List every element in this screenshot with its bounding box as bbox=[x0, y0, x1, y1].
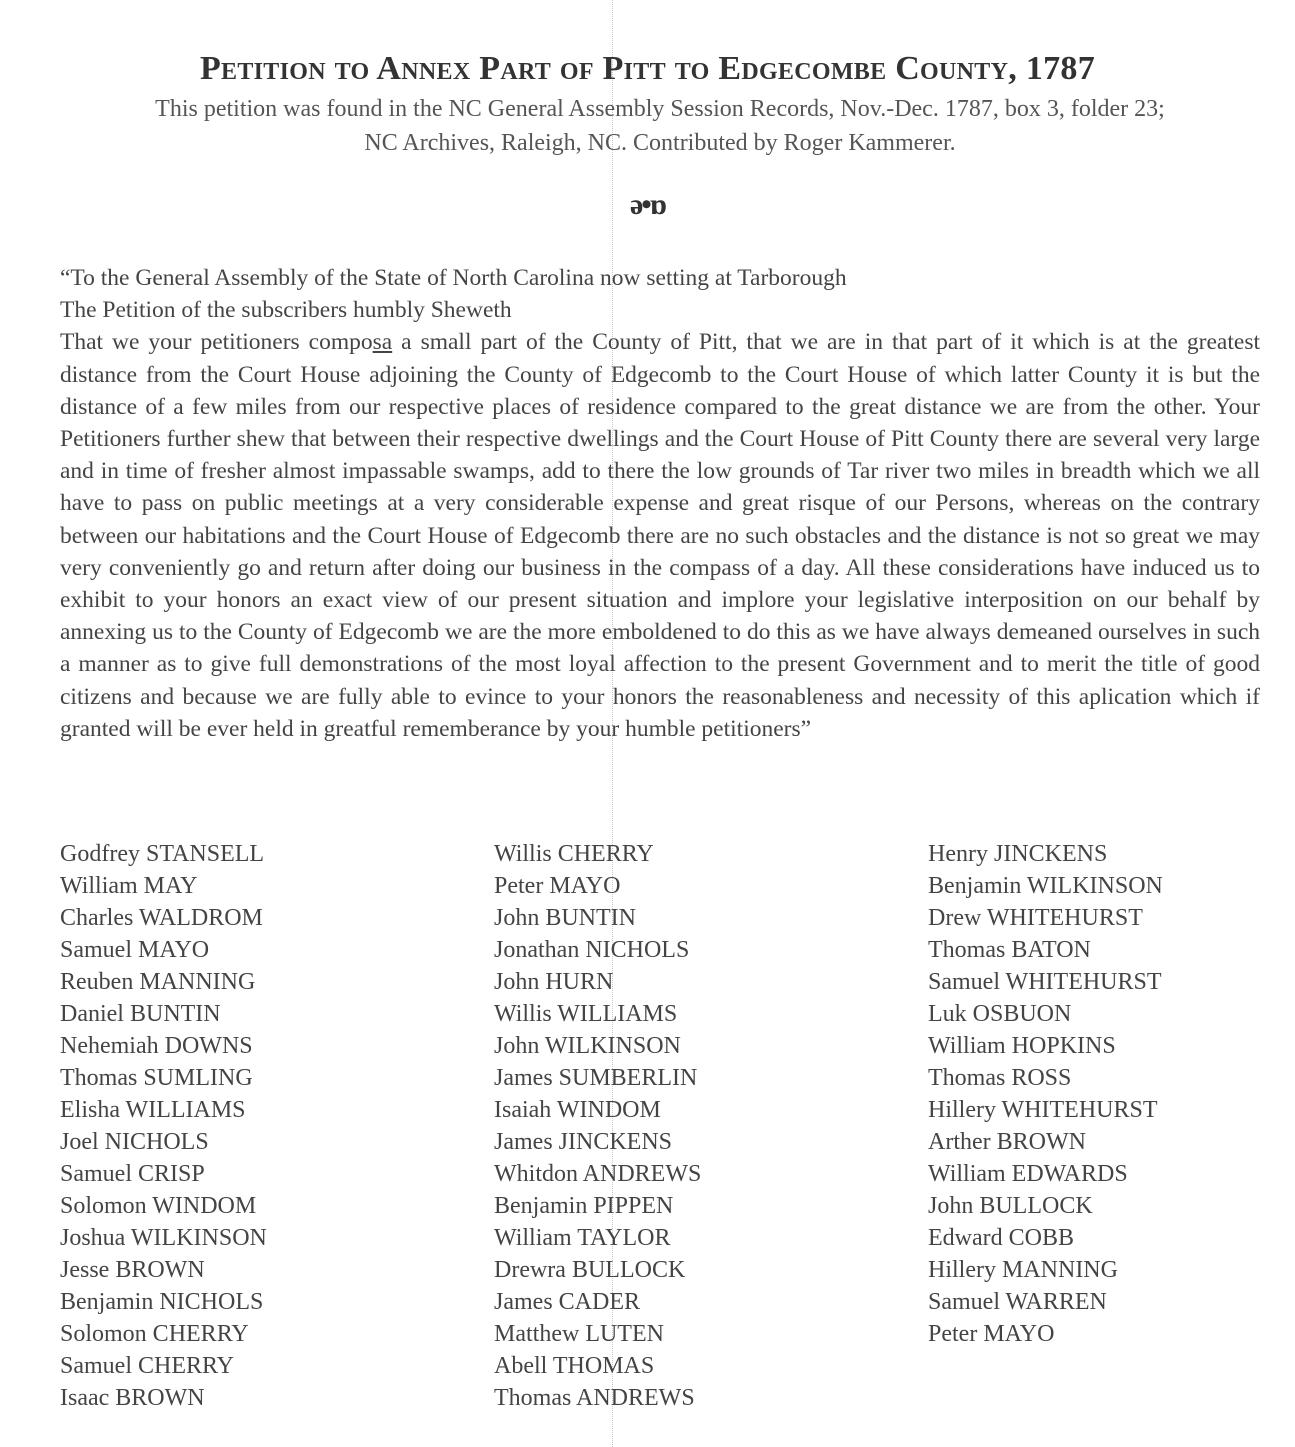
document-title: Petition to Annex Part of Pitt to Edgecombe County, 1787 bbox=[199, 50, 1096, 87]
signer-name: Samuel CRISP bbox=[60, 1161, 205, 1187]
signer-name: Isaac BROWN bbox=[60, 1385, 205, 1411]
signer-name: Joshua WILKINSON bbox=[60, 1225, 267, 1251]
signer-name: John WILKINSON bbox=[494, 1033, 681, 1059]
signer-name: Luk OSBUON bbox=[928, 1001, 1072, 1027]
signer-name: Solomon WINDOM bbox=[60, 1193, 257, 1219]
signer-name: Hillery WHITEHURST bbox=[928, 1097, 1158, 1123]
signer-name: Benjamin NICHOLS bbox=[60, 1289, 264, 1315]
source-note-line-2: NC Archives, Raleigh, NC. Contributed by Roger Kammerer. bbox=[364, 130, 956, 156]
signer-name: Jonathan NICHOLS bbox=[494, 937, 690, 963]
signer-name: Nehemiah DOWNS bbox=[60, 1033, 253, 1059]
signer-name: Samuel WARREN bbox=[928, 1289, 1107, 1315]
signers-column-1 bbox=[60, 838, 267, 1414]
petition-body bbox=[60, 326, 1260, 745]
signer-name: Thomas ANDREWS bbox=[494, 1385, 695, 1411]
signer-name: John BULLOCK bbox=[928, 1193, 1093, 1219]
petition-intro-line: The Petition of the subscribers humbly Sheweth bbox=[60, 297, 512, 324]
signer-name: Abell THOMAS bbox=[494, 1353, 655, 1379]
petition-body-rest: a small part of the County of Pitt, that we are in that part of it which is at the greatest distance from the Court House adjoining the County of Edgecomb to the Court House of which latter County it is but the distance of a few miles from our respective places of residence compared to the great distance we are from the other. Your Petitioners further shew that between their respective dwellings and the Court House of Pitt County there are several very large and in time of fresher almost impassable swamps, add to there the low grounds of Tar river two miles in breadth which we all have to pass on public meetings at a very considerable expense and great risque of our Persons, whereas on the contrary between our habitations and the Court House of Edgecomb there are no such obstacles and the distance is not so great we may very conveniently go and return after doing our business in the compass of a day. All these considerations have induced us to exhibit to your honors an exact view of our present situation and implore your legislative interposition on our behalf by annexing us to the County of Edgecomb we are the more emboldened to do this as we have always demeaned ourselves in such a manner as to give full demonstrations of the most loyal affection to the present Government and to merit the title of good citizens and because we are fully able to evince to your honors the reasonableness and necessity of this aplication which if granted will be ever held in greatful rememberance by your humble petitioners” bbox=[60, 329, 1260, 742]
signer-name: Solomon CHERRY bbox=[60, 1321, 249, 1347]
signer-name: Matthew LUTEN bbox=[494, 1321, 664, 1347]
signer-name: James SUMBERLIN bbox=[494, 1065, 698, 1091]
signer-name: Peter MAYO bbox=[494, 873, 621, 899]
signer-name: Daniel BUNTIN bbox=[60, 1001, 221, 1027]
signer-name: Reuben MANNING bbox=[60, 969, 256, 995]
signer-name: John HURN bbox=[494, 969, 614, 995]
signer-name: William HOPKINS bbox=[928, 1033, 1116, 1059]
signer-name: Willis CHERRY bbox=[494, 841, 654, 867]
signer-name: Charles WALDROM bbox=[60, 905, 263, 931]
signer-name: Godfrey STANSELL bbox=[60, 841, 265, 867]
signer-name: Joel NICHOLS bbox=[60, 1129, 209, 1155]
signer-name: Willis WILLIAMS bbox=[494, 1001, 678, 1027]
petition-body-start: That we your petitioners compo bbox=[60, 329, 373, 356]
signer-name: James CADER bbox=[494, 1289, 640, 1315]
signer-name: Henry JINCKENS bbox=[928, 841, 1108, 867]
source-note-line-1: This petition was found in the NC General Assembly Session Records, Nov.-Dec. 1787, box 3, folder 23; bbox=[155, 96, 1165, 122]
signer-name: Jesse BROWN bbox=[60, 1257, 205, 1283]
signer-name: Benjamin WILKINSON bbox=[928, 873, 1163, 899]
signer-name: Drewra BULLOCK bbox=[494, 1257, 686, 1283]
signer-name: Thomas ROSS bbox=[928, 1065, 1072, 1091]
signers-column-2 bbox=[494, 838, 701, 1414]
source-note bbox=[60, 92, 1260, 160]
signer-name: Edward COBB bbox=[928, 1225, 1074, 1251]
signer-name: Benjamin PIPPEN bbox=[494, 1193, 674, 1219]
signers-column-3 bbox=[928, 838, 1163, 1350]
signer-name: Isaiah WINDOM bbox=[494, 1097, 661, 1123]
ornament-divider-icon: ə•ɒ bbox=[629, 188, 666, 221]
signer-name: William EDWARDS bbox=[928, 1161, 1128, 1187]
signer-name: James JINCKENS bbox=[494, 1129, 672, 1155]
signer-name: Samuel MAYO bbox=[60, 937, 210, 963]
signer-name: Samuel CHERRY bbox=[60, 1353, 235, 1379]
signer-name: Thomas SUMLING bbox=[60, 1065, 253, 1091]
signer-name: Arther BROWN bbox=[928, 1129, 1086, 1155]
petition-text bbox=[60, 262, 1260, 745]
signer-name: Elisha WILLIAMS bbox=[60, 1097, 246, 1123]
signer-name: Samuel WHITEHURST bbox=[928, 969, 1162, 995]
signer-name: William TAYLOR bbox=[494, 1225, 671, 1251]
signer-name: John BUNTIN bbox=[494, 905, 636, 931]
signer-name: Whitdon ANDREWS bbox=[494, 1161, 702, 1187]
signer-name: William MAY bbox=[60, 873, 198, 899]
signer-name: Hillery MANNING bbox=[928, 1257, 1118, 1283]
petition-address-line: “To the General Assembly of the State of North Carolina now setting at Tarborough bbox=[60, 265, 847, 291]
signer-name: Thomas BATON bbox=[928, 937, 1091, 963]
signer-name: Drew WHITEHURST bbox=[928, 905, 1143, 931]
signer-name: Peter MAYO bbox=[928, 1321, 1055, 1347]
petition-body-underlined: sa bbox=[372, 329, 393, 356]
